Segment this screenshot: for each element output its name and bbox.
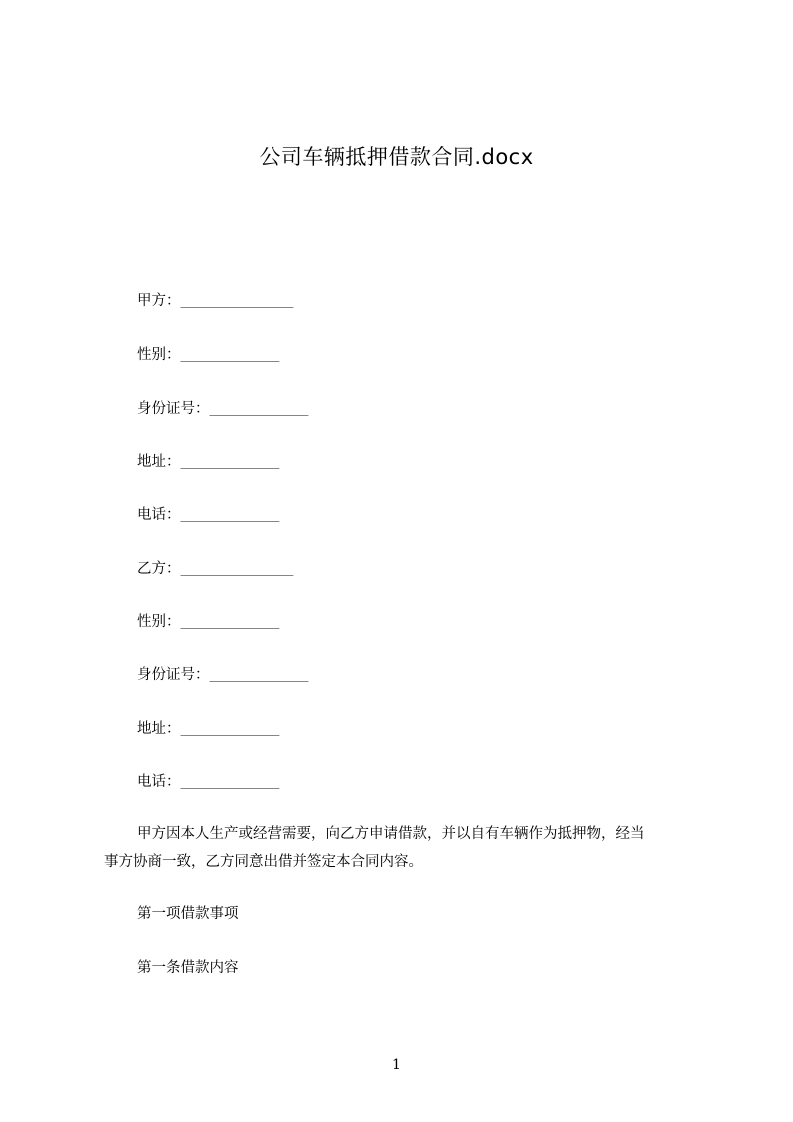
party-a-address-field [137,451,279,473]
party-b-name-blank: ________________ [180,561,293,576]
intro-paragraph-line-1: 甲方因本人生产或经营需要，向乙方申请借款，并以自有车辆作为抵押物，经当 [137,826,645,842]
party-a-id-field [137,398,308,420]
party-a-name-label: 甲方： [137,293,181,309]
party-a-gender-label: 性别： [137,347,181,363]
party-b-gender-field [137,611,279,633]
document-title: 公司车辆抵押借款合同.docx [259,145,534,169]
party-b-phone-field [137,771,279,793]
party-b-address-blank: ______________ [180,721,279,736]
party-b-id-blank: ______________ [209,667,308,682]
party-a-phone-field [137,504,279,526]
party-a-name-field [137,290,293,312]
section-heading: 第一项借款事项 [137,906,239,922]
party-b-name-label: 乙方： [137,561,181,577]
party-b-phone-label: 电话： [137,774,181,790]
party-b-gender-label: 性别： [137,614,181,630]
party-a-phone-blank: ______________ [180,507,279,522]
party-b-id-label: 身份证号： [137,667,210,683]
party-a-gender-blank: ______________ [180,347,279,362]
party-b-phone-blank: ______________ [180,774,279,789]
party-a-phone-label: 电话： [137,507,181,523]
party-b-gender-blank: ______________ [180,614,279,629]
party-b-address-field [137,718,279,740]
party-b-address-label: 地址： [137,721,181,737]
party-a-address-label: 地址： [137,454,181,470]
intro-paragraph-line-2: 事方协商一致，乙方同意出借并签定本合同内容。 [104,854,423,870]
party-a-gender-field [137,344,279,366]
page-number: 1 [392,1057,401,1073]
party-a-id-blank: ______________ [209,401,308,416]
intro-paragraph [104,820,696,876]
article-heading: 第一条借款内容 [137,960,239,976]
party-b-name-field [137,558,293,580]
party-a-address-blank: ______________ [180,454,279,469]
party-a-name-blank: ________________ [180,293,293,308]
party-a-id-label: 身份证号： [137,401,210,417]
party-b-id-field [137,664,308,686]
